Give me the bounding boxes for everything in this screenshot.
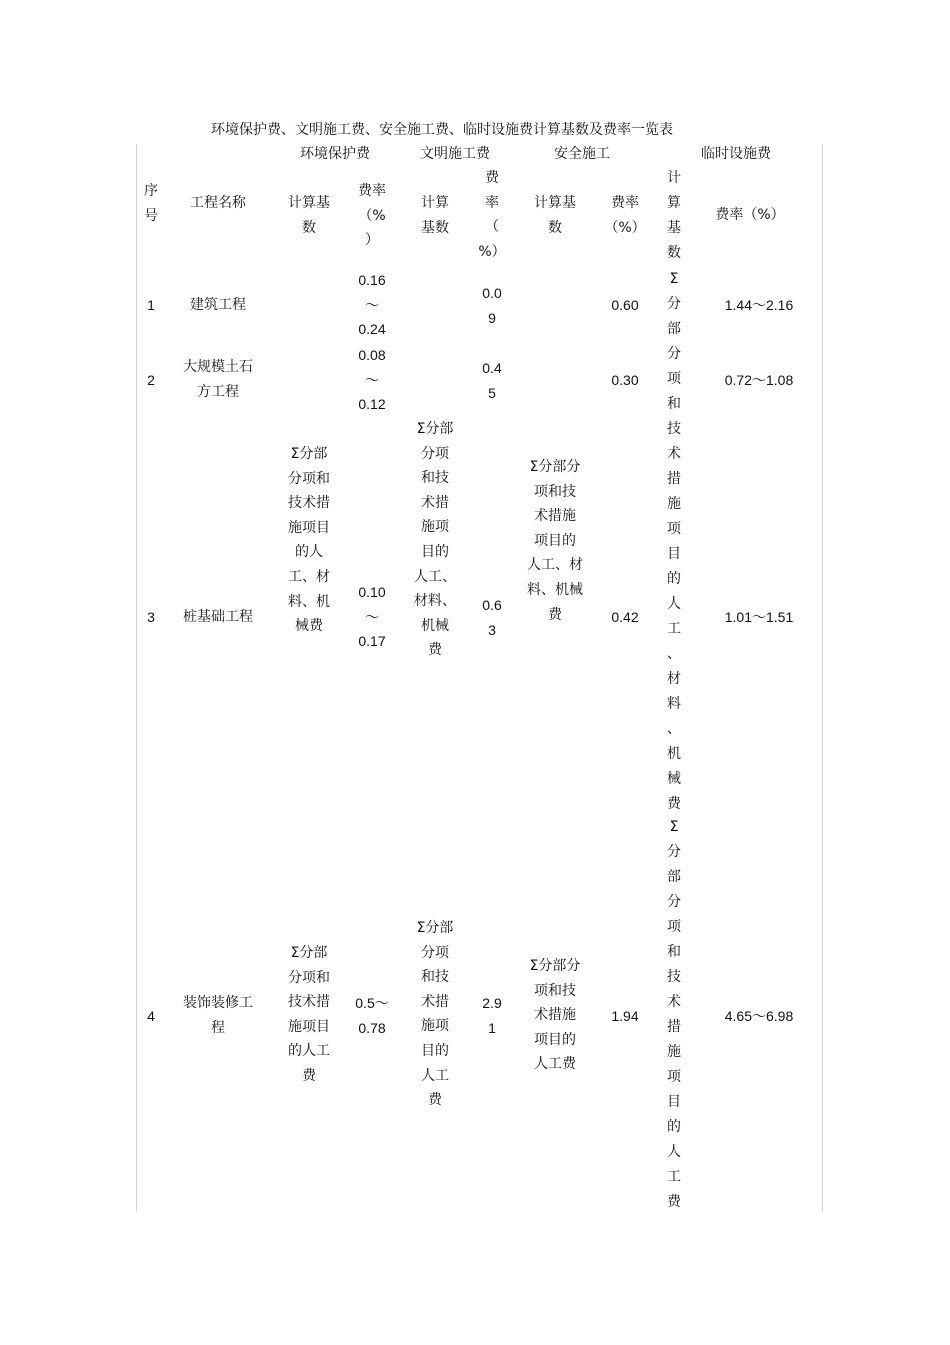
- row1-env-rate: 0.16 ～ 0.24: [358, 272, 386, 338]
- header-safe-rate: 费率 （%）: [604, 195, 646, 236]
- header-civ-rate: 费 率 （ %）: [478, 170, 506, 260]
- row4-name: 装饰装修工 程: [183, 995, 253, 1036]
- row2-seq: 2: [147, 372, 155, 388]
- row3-safe-base: Σ分部分 项和技 术措施 项目的 人工、材 料、机械 费: [527, 459, 583, 623]
- row1-temp-rate: 1.44～2.16: [724, 297, 794, 313]
- row1-civ-rate: 0.0 9: [482, 285, 502, 326]
- row3-civ-rate: 0.6 3: [482, 597, 502, 638]
- row4-temp-rate: 4.65～6.98: [724, 1008, 794, 1024]
- header-group-civ: 文明施工费: [420, 146, 490, 162]
- row3-civ-base: Σ分部 分项 和技 术措 施项 目的 人工、 材料、 机械 费: [414, 421, 456, 659]
- row3-env-base: Σ分部 分项和 技术措 施项目 的人 工、材 料、机 械费: [288, 446, 330, 635]
- row4-safe-base: Σ分部分 项和技 术措施 项目的 人工费: [529, 958, 581, 1073]
- header-civ-base: 计算 基数: [421, 195, 449, 236]
- row3-name: 桩基础工程: [183, 609, 253, 625]
- row2-temp-rate: 0.72～1.08: [724, 372, 794, 388]
- row1-name: 建筑工程: [190, 297, 246, 313]
- header-group-safe: 安全施工: [554, 146, 610, 162]
- header-group-env: 环境保护费: [300, 146, 370, 162]
- row3-temp-rate: 1.01～1.51: [724, 609, 794, 625]
- header-env-base: 计算基 数: [288, 195, 330, 236]
- header-env-rate: 费率 （% ）: [358, 183, 386, 249]
- row4-env-rate: 0.5～ 0.78: [355, 995, 389, 1036]
- row4-civ-base: Σ分部 分项 和技 术措 施项 目的 人工 费: [416, 920, 454, 1109]
- row3-seq: 3: [147, 609, 155, 625]
- header-safe-base: 计算基 数: [534, 195, 576, 236]
- row2-civ-rate: 0.4 5: [482, 360, 502, 401]
- row4-civ-rate: 2.9 1: [482, 995, 502, 1036]
- temp-base-row-4: Σ 分 部 分 项 和 技 术 措 施 项 目 的 人 工 费: [667, 819, 681, 1210]
- row4-safe-rate: 1.94: [611, 1008, 639, 1024]
- header-group-temp: 临时设施费: [701, 146, 771, 162]
- header-project-name: 工程名称: [190, 195, 246, 211]
- header-temp-rate: 费率（%）: [715, 207, 785, 223]
- row1-safe-rate: 0.60: [611, 297, 639, 313]
- header-temp-base: 计 算 基 数: [667, 170, 681, 261]
- row2-env-rate: 0.08 ～ 0.12: [358, 347, 386, 413]
- row3-safe-rate: 0.42: [611, 609, 639, 625]
- row4-seq: 4: [147, 1008, 155, 1024]
- row2-safe-rate: 0.30: [611, 372, 639, 388]
- table-title: 环境保护费、文明施工费、安全施工费、临时设施费计算基数及费率一览表: [211, 122, 673, 138]
- row2-name: 大规模土石 方工程: [183, 359, 253, 400]
- header-seq: 序 号: [144, 183, 158, 224]
- row3-env-rate: 0.10 ～ 0.17: [358, 584, 386, 650]
- temp-base-rows-1-3: Σ 分 部 分 项 和 技 术 措 施 项 目 的 人 工 、 材 料 、 机 械 费: [667, 271, 681, 812]
- row4-env-base: Σ分部 分项和 技术措 施项目 的人工 费: [288, 945, 330, 1084]
- row1-seq: 1: [147, 297, 155, 313]
